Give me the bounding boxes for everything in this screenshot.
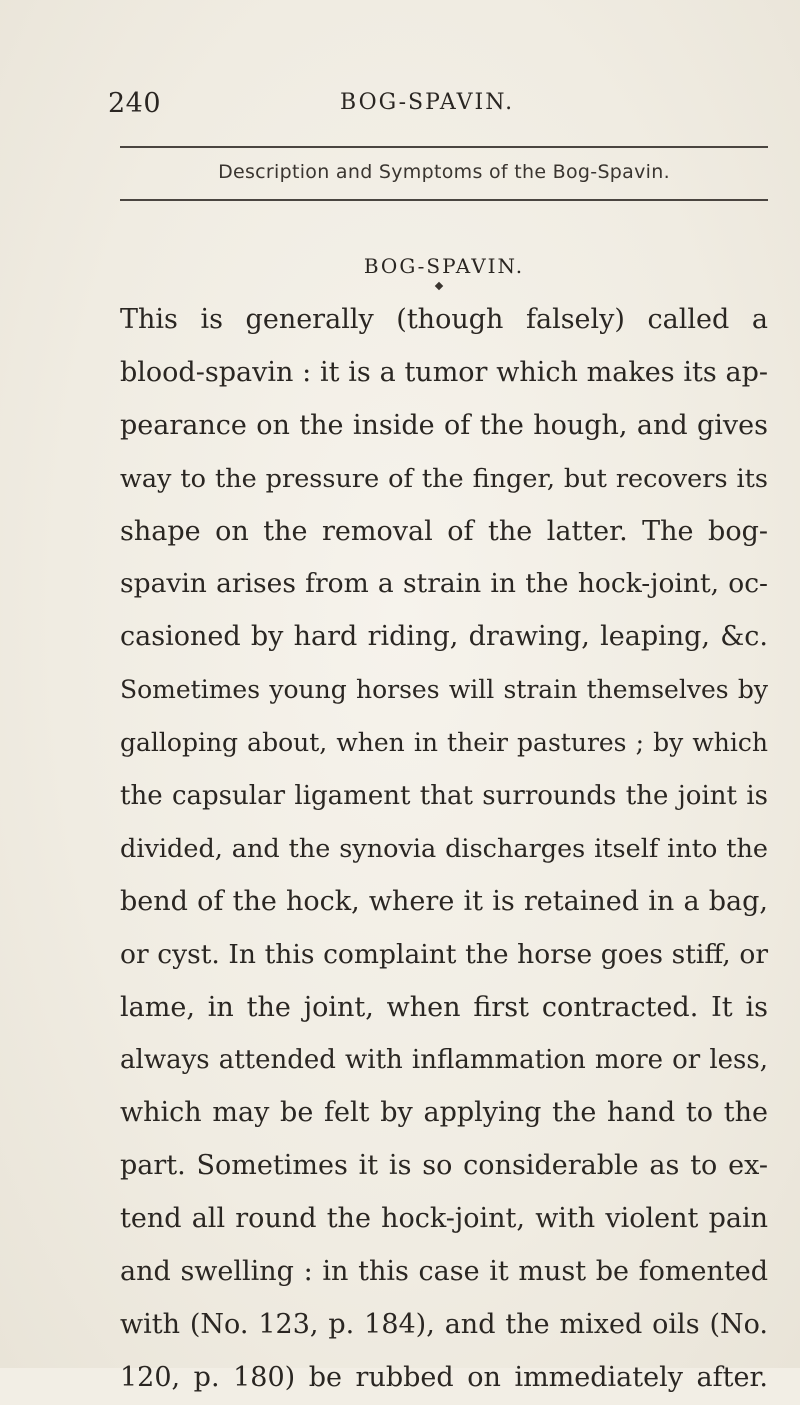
text-line: with (No. 123, p. 184), and the mixed oils (No. [120,1308,768,1340]
section-caption: Description and Symptoms of the Bog-Spavin. [218,161,670,183]
text-line: way to the pressure of the finger, but recovers its [120,463,768,494]
text-line: shape on the removal of the latter. The bog- [120,515,768,547]
text-line: divided, and the synovia discharges itself into the [120,833,768,864]
body-text [120,294,768,1405]
text-line: spavin arises from a strain in the hock-joint, oc- [120,568,768,600]
running-title: BOG-SPAVIN. [340,90,515,115]
text-line: the capsular ligament that surrounds the joint is [120,781,768,812]
text-line: pearance on the inside of the hough, and gives [120,409,768,441]
text-line: part. Sometimes it is so considerable as to ex- [120,1150,768,1182]
caption-rule-bottom [120,199,768,201]
text-line: tend all round the hock-joint, with violent pain [120,1203,768,1235]
text-line: blood-spavin : it is a tumor which makes its ap- [120,356,768,388]
text-line: and swelling : in this case it must be fomented [120,1256,768,1288]
text-line: This is generally (though falsely) called a [120,304,768,335]
section-heading: BOG-SPAVIN. [363,254,525,278]
text-line: Sometimes young horses will strain themselves by [120,675,768,705]
text-line: galloping about, when in their pastures ; by which [120,728,768,758]
page-number: 240 [108,88,162,119]
text-line: or cyst. In this complaint the horse goes stiff, or [120,938,768,970]
text-line: which may be felt by applying the hand to the [120,1097,768,1129]
text-line: bend of the hock, where it is retained in a bag, [120,885,768,917]
heading-ornament [435,282,443,290]
caption-rule-top [120,146,768,148]
running-head [108,88,768,124]
text-line: casioned by hard riding, drawing, leaping, &c. [120,621,768,653]
text-line: lame, in the joint, when first contracted. It is [120,991,768,1023]
text-line: 120, p. 180) be rubbed on immediately after. [120,1361,768,1393]
text-line: always attended with inflammation more or less, [120,1045,768,1076]
